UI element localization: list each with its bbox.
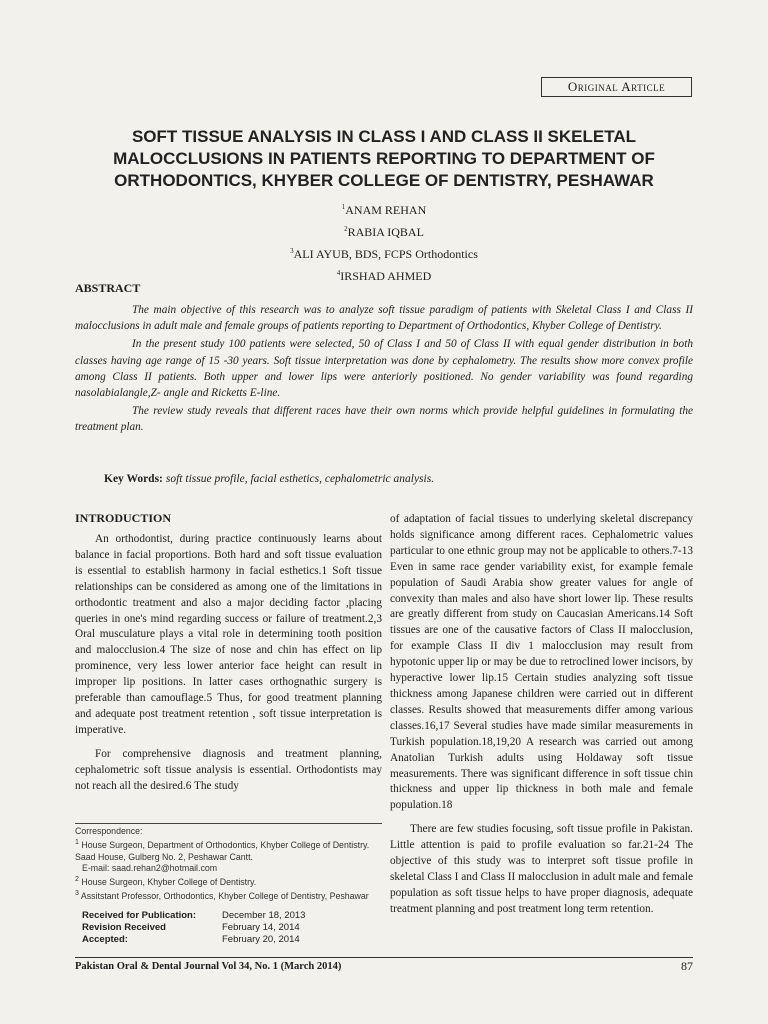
date-row: Accepted: February 20, 2014	[82, 934, 300, 945]
author: $^2$RABIA IQBAL	[344, 225, 424, 239]
date-row: Received for Publication: December 18, 2013	[82, 910, 306, 921]
date-row: Revision Received February 14, 2014	[82, 922, 300, 933]
page-number: 87	[681, 959, 693, 973]
keywords-line	[104, 473, 434, 485]
keywords-text: soft tissue profile, facial esthetics, cephalometric analysis.	[165, 473, 435, 485]
article-type-badge: Original Article	[541, 77, 692, 97]
introduction-heading: INTRODUCTION	[75, 511, 172, 525]
body-paragraph: An orthodontist, during practice continuously learns about balance in facial proportions. Both hard and soft tissue evaluation is essential to establish harmony in facial esthetics.1 Soft tissue relationships can be considered as among one of the limitations in orthodontic treatment and also a major deciding factor ,placing queries in one's mind regarding success or failure of treatment.2,3 Oral musculature plays a vital role in determining tooth position and malocclusion.4 The size of nose and chin has effect on lip prominence, very less lower anterior face height can result in improper lip positions. In latter cases orthognathic surgery is preferable than camouflage.5 Thus, for good treatment planning and adequate post treatment retention , soft tissue interpretation is imperative.	[75, 533, 382, 736]
body-column-right	[390, 512, 693, 926]
author: $^1$ANAM REHAN	[341, 203, 427, 217]
author: $^3$ALI AYUB, BDS, FCPS Orthodontics	[290, 247, 478, 261]
abstract-paragraph: In the present study 100 patients were selected, 50 of Class I and 50 of Class II with equal gender distribution in both classes having age range of 15 -30 years. Soft tissue interpretation was done by cephalometry. The results show more convex profile among Class II patients. Both upper and lower lips were anteriorly positioned. No gender variability was found regarding nasolabialangle,Z- angle and Ricketts E-line.	[75, 338, 693, 400]
footnote: $^3$ Assitstant Professor, Orthodontics, Khyber College of Dentistry, Peshawar	[75, 890, 369, 902]
footnote-email: E-mail: saad.rehan2@hotmail.com	[82, 862, 218, 873]
body-paragraph: of adaptation of facial tissues to underlying skeletal discrepancy holds significance among different races. Cephalometric values particular to one ethnic group may not be applicable to others.7-13 Even in same race gender variability exist, for example female population of Saudi Arabia show greater values for angle of convexity than males and also have short lower lip. These results are greatly different from study on Caucasian Americans.14 Soft tissues are one of the causative factors of Class II malocclusion, for example Class II div 1 malocclusion may result from hypotonic upper lip or may be due to retroclined lower incisors, by hyperactive lower lip.15 Certain studies analyzing soft tissue thickness among Japanese children were carried out in different classes. Results showed that measurements differ among various classes.16,17 Several studies have made similar measurements in Turkish population.18,19,20 A research was carried out among Anatolian Turkish adults using Holdaway soft tissue measurements. There was significant difference in soft tissue chin thickness and upper lip thickness in both male and female population.18	[390, 513, 693, 812]
body-column-left	[75, 532, 382, 803]
article-title: SOFT TISSUE ANALYSIS IN CLASS I AND CLASS II SKELETAL MALOCCLUSIONS IN PATIENTS REPORTING TO DEPARTMENT OF ORTHODONTICS, KHYBER COLLEGE OF DENTISTRY, PESHAWAR	[113, 127, 655, 190]
correspondence-block	[75, 826, 385, 903]
footnote: $^1$ House Surgeon, Department of Orthodontics, Khyber College of Dentistry. Saad House, Gulberg No. 2, Peshawar Cantt.	[75, 839, 370, 862]
publication-dates	[82, 910, 305, 946]
abstract-heading: ABSTRACT	[75, 281, 141, 295]
footer-divider	[75, 957, 693, 958]
abstract-paragraph: The review study reveals that different races have their own norms which provide helpful guidelines in formulating the treatment plan.	[75, 405, 693, 434]
author-list	[70, 198, 698, 286]
correspondence-label: Correspondence:	[75, 826, 143, 836]
footnote: $^2$ House Surgeon, Khyber College of Dentistry.	[75, 876, 257, 888]
abstract-paragraph: The main objective of this research was to analyze soft tissue paradigm of patients with Skeletal Class I and Class II malocclusions in adult male and female groups of patients reporting to Department of Orthodontics, Khyber College of Dentistry.	[75, 304, 693, 333]
journal-footer: Pakistan Oral & Dental Journal Vol 34, No. 1 (March 2014)	[75, 961, 342, 972]
keywords-label: Key Words:	[104, 473, 163, 485]
author: $^4$IRSHAD AHMED	[336, 269, 432, 283]
footnote-divider	[75, 823, 382, 824]
body-paragraph: For comprehensive diagnosis and treatment planning, cephalometric soft tissue analysis is essential. Orthodontists may not reach all the desired.6 The study	[75, 747, 382, 792]
abstract-body	[75, 302, 693, 438]
body-paragraph: There are few studies focusing, soft tissue profile in Pakistan. Little attention is paid to profile evaluation so far.21-24 The objective of this study was to interpret soft tissue profile in skeletal Class I and Class II malocclusion in adult male and female population as soft tissue helps to have proper diagnosis, adequate treatment planning and post treatment long term retention.	[390, 823, 693, 915]
